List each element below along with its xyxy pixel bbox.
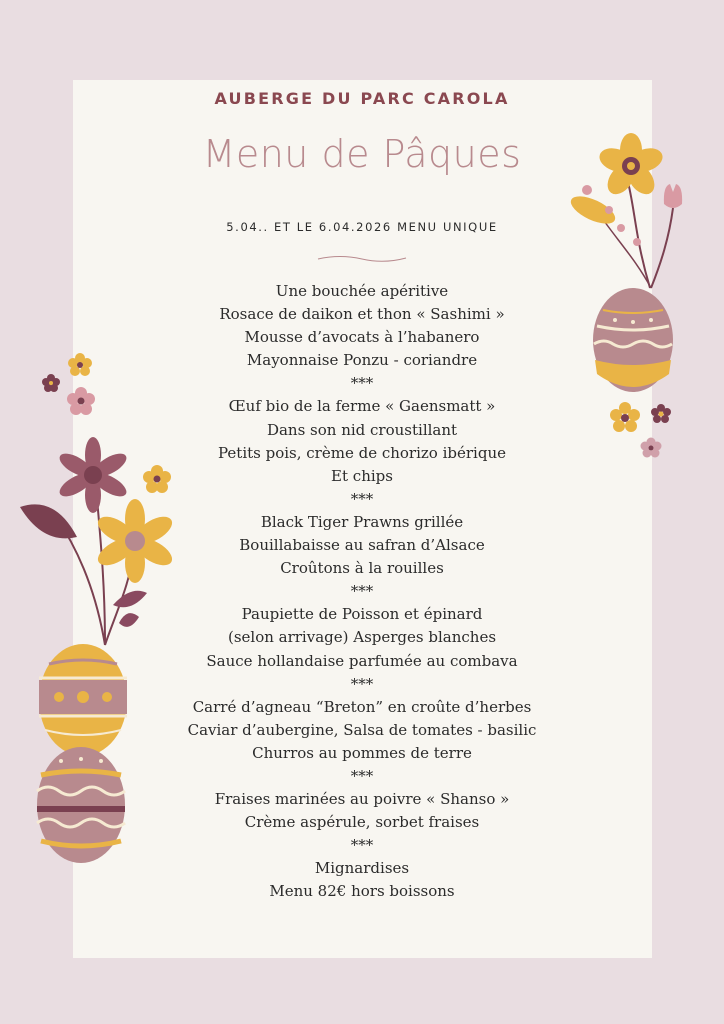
flower-icon [596, 133, 665, 199]
flower-icon [641, 438, 662, 458]
course-separator: *** [350, 489, 374, 508]
flower-icon [610, 402, 640, 432]
flower-icon [42, 374, 60, 392]
course-separator: *** [350, 374, 374, 393]
menu-line: Et chips [331, 466, 393, 485]
menu-line: Une bouchée apéritive [275, 282, 449, 300]
menu-line: Fraises marinées au poivre « Shanso » [214, 790, 510, 809]
flower-icon [143, 465, 171, 493]
flourish-divider [316, 252, 408, 264]
tulip-icon [664, 184, 682, 208]
flower-icon [56, 437, 130, 513]
menu-line: Croûtons à la rouilles [280, 559, 444, 578]
menu-line: Dans son nid croustillant [266, 420, 458, 439]
menu-line: Crème aspérule, sorbet fraises [244, 813, 480, 832]
flower-icon [67, 387, 95, 415]
menu-line: Mousse d’avocats à l’habanero [244, 328, 480, 347]
menu-line: Caviar d’aubergine, Salsa de tomates - basilic [187, 720, 537, 739]
menu-line: Black Tiger Prawns grillée [260, 512, 464, 531]
right-decoration [565, 128, 695, 463]
course-separator: *** [350, 836, 374, 855]
easter-egg-icon [593, 288, 673, 392]
menu-line: Bouillabaisse au safran d’Alsace [239, 536, 485, 555]
course-separator: *** [350, 766, 374, 785]
leaf-icon [20, 504, 77, 538]
menu-line: Œuf bio de la ferme « Gaensmatt » [228, 397, 496, 416]
course-separator: *** [350, 674, 374, 693]
menu-line: Menu 82€ hors boissons [269, 882, 455, 901]
menu-title: Menu de Pâques [202, 132, 522, 176]
flower-icon [94, 499, 177, 583]
menu-line: (selon arrivage) Asperges blanches [227, 628, 497, 647]
menu-line: Mignardises [314, 859, 410, 878]
menu-line: Paupiette de Poisson et épinard [241, 605, 483, 624]
menu-line: Rosace de daikon et thon « Sashimi » [219, 305, 505, 324]
flower-icon [68, 353, 92, 376]
menu-line: Churros au pommes de terre [252, 743, 472, 762]
menu-line: Sauce hollandaise parfumée au combava [206, 651, 518, 670]
flower-icon [651, 404, 671, 423]
course-separator: *** [350, 582, 374, 601]
event-dates: 5.04.. ET LE 6.04.2026 MENU UNIQUE [226, 220, 498, 234]
easter-egg-icon [37, 747, 125, 863]
menu-line: Petits pois, crème de chorizo ibérique [218, 443, 506, 462]
menu-line: Carré d’agneau “Breton” en croûte d’herbes [192, 697, 532, 716]
left-decoration [15, 345, 185, 875]
easter-egg-icon [39, 644, 127, 756]
menu-line: Mayonnaise Ponzu - coriandre [246, 351, 478, 370]
restaurant-name: AUBERGE DU PARC CAROLA [214, 89, 510, 108]
